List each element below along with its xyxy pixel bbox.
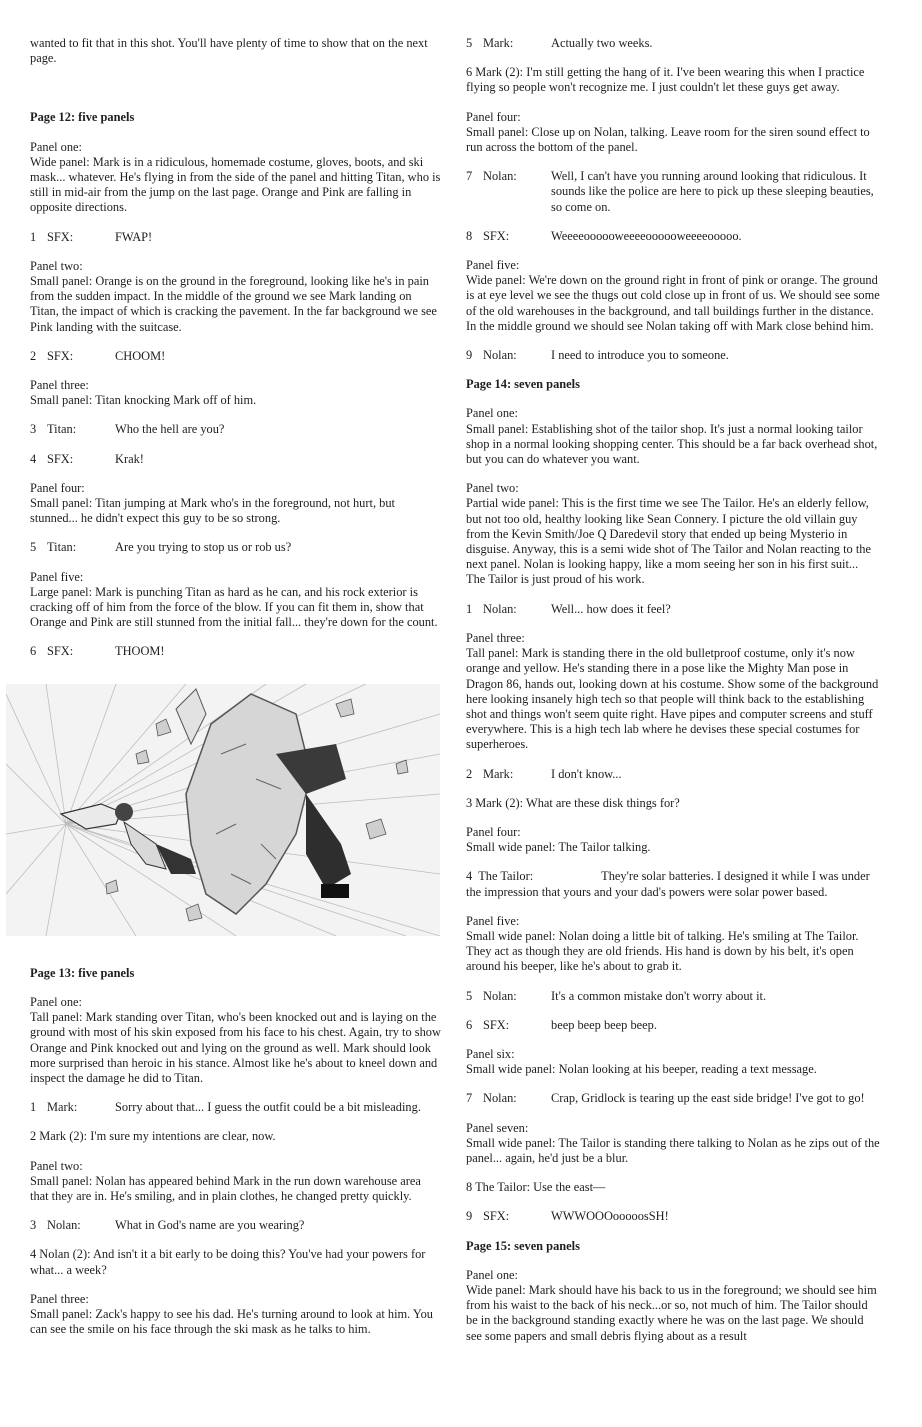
panel-label: Panel one: — [466, 1267, 518, 1282]
line-text: Who the hell are you? — [115, 422, 225, 437]
script-line — [30, 452, 442, 467]
line-text: CHOOM! — [115, 348, 166, 363]
panel-block — [466, 258, 880, 334]
line-text: Crap, Gridlock is tearing up the east side bridge! I've got to go! — [551, 1091, 865, 1106]
script-line — [466, 989, 880, 1004]
page-15-heading: Page 15: seven panels — [466, 1238, 580, 1253]
script-line — [466, 1091, 880, 1106]
panel-label: Panel seven: — [466, 1120, 529, 1135]
line-text: I don't know... — [551, 766, 622, 781]
speaker: Nolan: — [483, 1091, 517, 1106]
line-text: Are you trying to stop us or rob us? — [115, 540, 292, 555]
speaker: Nolan: — [483, 601, 517, 616]
line-text: WWWOOOooooosSH! — [551, 1209, 669, 1224]
panel-label: Panel two: — [30, 258, 83, 273]
speaker: Nolan: — [483, 988, 517, 1003]
speaker: Nolan: — [483, 348, 517, 363]
panel-block — [466, 406, 880, 467]
panel-label: Panel five: — [30, 569, 84, 584]
panel-block — [30, 140, 442, 216]
line-number: 9 — [466, 1209, 473, 1224]
panel-block — [466, 825, 880, 855]
panel-block — [30, 570, 442, 631]
panel-description: Wide panel: Mark is in a ridiculous, homemade costume, gloves, boots, and ski mask... whatever. He's flying in from the side of the panel and hitting Titan, who is still in mid-air from the jump on the last page. Orange and Pink are falling in opposite directions. — [30, 154, 441, 215]
panel-description: Tall panel: Mark standing over Titan, who's been knocked out and is laying on the ground with most of his skin exposed from his face to his chest. Again, try to show Orange and Pink knocked out and lying on the ground as well. Mark should look more surprised than heroic in his stance. Almost like he's about to kneel down and inspect the damage he did to Titan. — [30, 1010, 441, 1085]
speaker: Mark: — [47, 1100, 78, 1115]
script-line — [30, 230, 442, 245]
speaker: SFX: — [483, 228, 510, 243]
line-number: 2 — [30, 348, 37, 363]
panel-label: Panel four: — [466, 824, 521, 839]
line-text: They're solar batteries. I designed it while I was under the impression that yours and your dad's powers were solar power based. — [466, 869, 870, 899]
panel-description: Small panel: Zack's happy to see his dad. He's turning around to look at him. You can see the smile on his face through the ski mask as he talks to him. — [30, 1306, 433, 1337]
script-line — [466, 602, 880, 617]
line-text: Sorry about that... I guess the outfit could be a bit misleading. — [115, 1100, 421, 1115]
speaker: SFX: — [483, 1017, 510, 1032]
speaker: Titan: — [47, 422, 77, 437]
script-line: 3 Mark (2): What are these disk things for? — [466, 795, 680, 810]
panel-description: Small panel: Orange is on the ground in the foreground, looking like he's in pain from the sudden impact. In the middle of the ground we see Mark landing on Titan, the impact of which is cracking the pavement. In the far background we see Pink landing with the suitcase. — [30, 274, 437, 334]
line-number: 1 — [30, 229, 37, 244]
line-text: What in God's name are you wearing? — [115, 1218, 305, 1233]
panel-label: Panel three: — [30, 1291, 89, 1306]
panel-description: Small wide panel: The Tailor is standing there talking to Nolan as he zips out of the panel... again, he'd just be a blur. — [466, 1135, 880, 1165]
panel-description: Small wide panel: The Tailor talking. — [466, 840, 651, 855]
script-line — [30, 1218, 442, 1233]
panel-block — [30, 1159, 442, 1205]
line-number: 1 — [30, 1100, 37, 1115]
line-number: 7 — [466, 1091, 473, 1106]
line-number: 7 — [466, 169, 473, 184]
panel-block — [466, 1121, 880, 1167]
script-line — [466, 1209, 880, 1224]
script-line — [466, 348, 880, 363]
line-number: 1 — [466, 601, 473, 616]
speaker: Titan: — [47, 540, 77, 555]
script-line: 4 Nolan (2): And isn't it a bit early to be doing this? You've had your powers for what... a week? — [30, 1247, 426, 1277]
panel-label: Panel four: — [466, 109, 521, 124]
script-line — [30, 349, 442, 364]
speaker: Nolan: — [483, 169, 517, 184]
speaker: SFX: — [47, 229, 74, 244]
panel-block — [30, 995, 442, 1086]
line-text: Well... how does it feel? — [551, 601, 671, 616]
panel-label: Panel one: — [30, 994, 82, 1009]
line-number: 4 — [30, 451, 37, 466]
speaker: SFX: — [47, 348, 74, 363]
line-text: I need to introduce you to someone. — [551, 348, 729, 363]
panel-block — [466, 110, 880, 156]
panel-description: Large panel: Mark is punching Titan as hard as he can, and his rock exterior is cracking off of him from the force of the blow. If you can fit them in, show that Orange and Pink are still stunned from the initial fall... they're down for the count. — [30, 584, 438, 630]
intro-text: wanted to fit that in this shot. You'll have plenty of time to show that on the next page. — [30, 36, 428, 66]
panel-label: Panel three: — [466, 630, 525, 645]
panel-label: Panel four: — [30, 480, 85, 495]
line-number: 2 — [466, 766, 473, 781]
panel-label: Panel five: — [466, 258, 520, 273]
script-line — [30, 540, 442, 555]
line-text: THOOM! — [115, 644, 165, 659]
speaker: SFX: — [47, 644, 74, 659]
script-line — [466, 169, 880, 215]
panel-description: Small panel: Close up on Nolan, talking. Leave room for the siren sound effect to run across the bottom of the panel. — [466, 124, 870, 155]
script-line — [30, 644, 442, 659]
page-12-heading: Page 12: five panels — [30, 110, 135, 125]
line-text: Well, I can't have you running around looking that ridiculous. It sounds like the police are here to pick up these sleeping beauties, so come on. — [551, 169, 874, 214]
script-line: 2 Mark (2): I'm sure my intentions are clear, now. — [30, 1129, 276, 1144]
line-number: 9 — [466, 348, 473, 363]
script-line — [466, 229, 880, 244]
panel-label: Panel six: — [466, 1046, 515, 1061]
line-text: It's a common mistake don't worry about it. — [551, 988, 767, 1003]
page-14-heading: Page 14: seven panels — [466, 377, 580, 392]
panel-block — [30, 481, 442, 527]
script-line: 6 Mark (2): I'm still getting the hang of it. I've been wearing this when I practice flying so people won't recognize me. I just couldn't let these guys get away. — [466, 65, 865, 95]
line-number: 4 — [466, 869, 473, 884]
speaker: Nolan: — [47, 1218, 81, 1233]
panel-description: Small wide panel: Nolan looking at his beeper, reading a text message. — [466, 1062, 817, 1077]
panel-block — [466, 481, 880, 587]
line-text: beep beep beep beep. — [551, 1017, 657, 1032]
illustration-drawing — [6, 684, 440, 936]
line-text: Actually two weeks. — [551, 36, 653, 50]
script-line — [30, 1100, 442, 1115]
line-text: Krak! — [115, 451, 144, 466]
panel-description: Wide panel: We're down on the ground right in front of pink or orange. The ground is at eye level we see the thugs out cold close up in front of us. We should see some of the old warehouses in the background, and tall buildings further in the distance. In the middle ground we should see Nolan taking off with Mark close behind him. — [466, 273, 880, 333]
line-number: 5 — [466, 36, 473, 50]
panel-description: Small panel: Establishing shot of the tailor shop. It's just a normal looking tailor shop in a normal looking shopping center. This should be a far back overhead shot, but you can do whatever you want. — [466, 421, 878, 467]
line-text: Weeeeoooooweeeeoooooweeeeooooo. — [551, 228, 742, 243]
panel-block — [466, 1047, 880, 1077]
comic-panel-illustration — [6, 684, 440, 936]
panel-label: Panel two: — [30, 1158, 83, 1173]
panel-description: Small panel: Nolan has appeared behind Mark in the run down warehouse area that they are in. He's smiling, and in plain clothes, he changed pretty quickly. — [30, 1173, 421, 1203]
panel-description: Small panel: Titan jumping at Mark who's in the foreground, not hurt, but stunned... he didn't expect this guy to be so strong. — [30, 496, 395, 526]
panel-description: Small wide panel: Nolan doing a little bit of talking. He's smiling at The Tailor. They act as though they are old friends. His hand is down by his belt, it's open around his beeper, like he's about to grab it. — [466, 928, 859, 974]
line-number: 6 — [30, 644, 37, 659]
line-text: FWAP! — [115, 229, 153, 244]
panel-label: Panel one: — [466, 406, 518, 421]
panel-label: Panel one: — [30, 139, 82, 154]
panel-label: Panel three: — [30, 378, 89, 393]
panel-block — [30, 259, 442, 335]
page-13-heading: Page 13: five panels — [30, 965, 135, 980]
speaker: Mark: — [483, 36, 514, 50]
panel-block — [466, 631, 880, 753]
speaker: SFX: — [483, 1209, 510, 1224]
script-line — [30, 422, 442, 437]
line-number: 5 — [30, 540, 37, 555]
panel-description: Tall panel: Mark is standing there in the old bulletproof costume, only it's now orange and yellow. He's standing there in a pose like the Mighty Man pose in Dragon 86, hands out, looking down at his costume. Show some of the background here looking insanely high tech so that people will think back to the establishing shot and things won't seem quite right. Have pipes and computer screens and stuff everywhere. This is a high tech lab where he devises these special costumes for superheroes. — [466, 646, 879, 752]
script-line — [466, 869, 880, 899]
line-number: 5 — [466, 988, 473, 1003]
right-column — [466, 36, 880, 1344]
panel-block — [30, 378, 442, 408]
line-number: 6 — [466, 1017, 473, 1032]
panel-description: Wide panel: Mark should have his back to us in the foreground; we should see him from his waist to the back of his neck...or so, not much of him. The Tailor should be in the background standing exactly where he was on the last page. We should see some papers and small debris flying about as a result — [466, 1282, 877, 1343]
panel-block — [30, 1292, 442, 1338]
panel-label: Panel two: — [466, 481, 519, 496]
panel-description: Partial wide panel: This is the first time we see The Tailor. He's an elderly fellow, but not too old, healthy looking like Sean Connery. I picture the old villain guy from the Kevin Smith/Joe Q Daredevil story that ended up being Mysterio in disguise. Anyway, this is a semi wide shot of The Tailor and Nolan reacting to the next panel. Nolan is looking happy, like a mom seeing her son in his first suit... The Tailor is just proud of his work. — [466, 496, 871, 587]
line-number: 3 — [30, 1218, 37, 1233]
panel-description: Small panel: Titan knocking Mark off of him. — [30, 393, 257, 408]
panel-label: Panel five: — [466, 913, 520, 928]
speaker: SFX: — [47, 451, 74, 466]
script-line: 8 The Tailor: Use the east— — [466, 1180, 606, 1195]
script-line — [466, 767, 880, 782]
speaker: Mark: — [483, 766, 514, 781]
panel-block — [466, 914, 880, 975]
script-line — [466, 36, 880, 51]
panel-block — [466, 1268, 880, 1344]
script-line — [466, 1018, 880, 1033]
line-number: 8 — [466, 228, 473, 243]
line-number: 3 — [30, 422, 37, 437]
speaker: The Tailor: — [478, 869, 534, 884]
